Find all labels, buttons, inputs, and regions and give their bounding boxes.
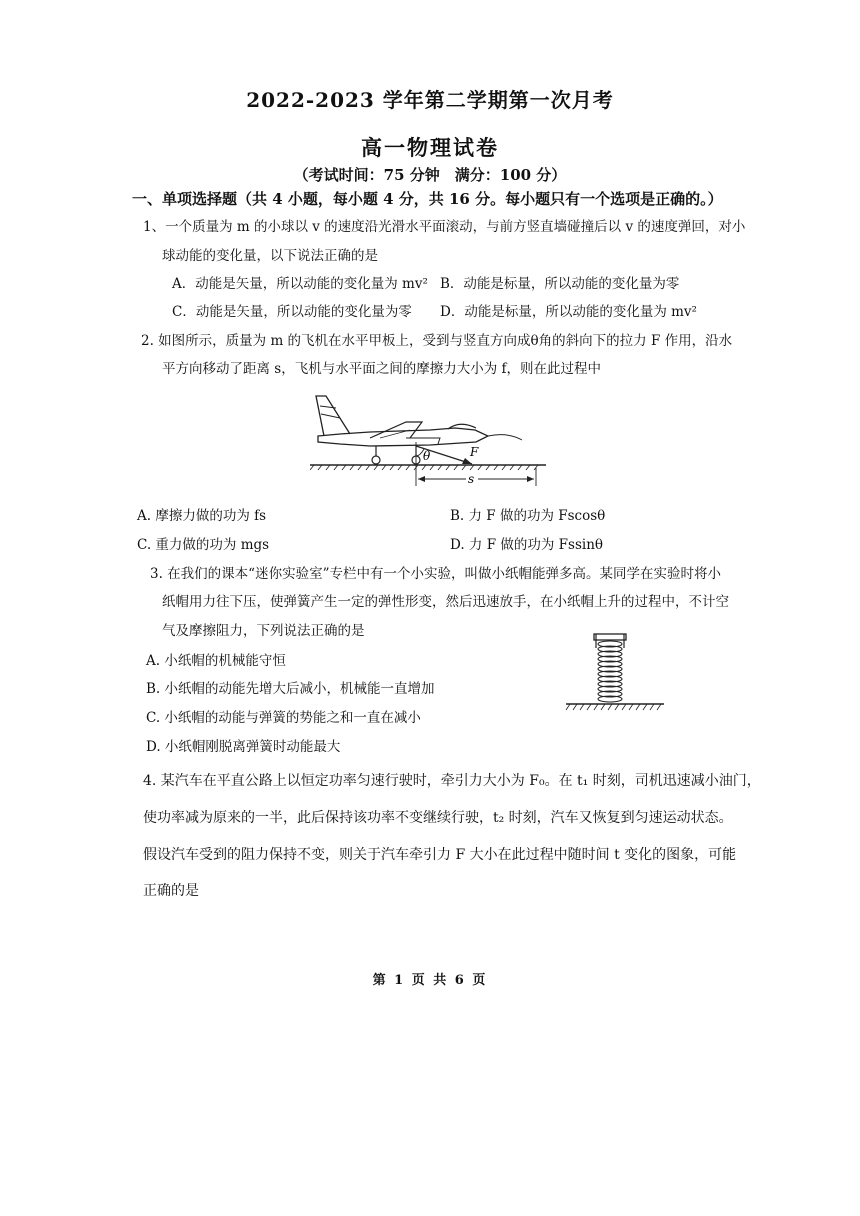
exam-subtitle: 高一物理试卷 — [361, 135, 499, 160]
distance-label: s — [468, 472, 475, 486]
page-footer: 第 1 页 共 6 页 — [372, 973, 488, 988]
q1-stem-line2: 球动能的变化量，以下说法正确的是 — [162, 248, 378, 264]
q1-option-c: C．动能是矢量，所以动能的变化量为零 — [172, 304, 412, 320]
q3-option-c: C. 小纸帽的动能与弹簧的势能之和一直在减小 — [146, 710, 421, 726]
q4-stem-line4: 正确的是 — [143, 883, 199, 899]
q3-stem-line1: 3. 在我们的课本“迷你实验室”专栏中有一个小实验，叫做小纸帽能弹多高。某同学在实验时将小 — [150, 566, 721, 582]
q2-option-c: C. 重力做的功为 mgs — [137, 537, 270, 553]
q4-stem-line3: 假设汽车受到的阻力保持不变，则关于汽车牵引力 F 大小在此过程中随时间 t 变化的图象，可能 — [143, 847, 737, 863]
q2-option-b: B. 力 F 做的功为 Fscosθ — [450, 508, 606, 524]
force-label: F — [470, 445, 479, 459]
q2-option-d: D. 力 F 做的功为 Fssinθ — [450, 537, 604, 553]
q2-stem-line1: 2. 如图所示，质量为 m 的飞机在水平甲板上，受到与竖直方向成θ角的斜向下的拉力 F 作用，沿水 — [141, 333, 733, 349]
airplane-figure — [310, 392, 550, 490]
theta-label: θ — [423, 449, 431, 463]
q4-stem-line1: 4. 某汽车在平直公路上以恒定功率匀速行驶时，牵引力大小为 F₀。在 t₁ 时刻，司机迅速减小油门， — [143, 773, 761, 789]
q3-option-d: D. 小纸帽刚脱离弹簧时动能最大 — [146, 739, 341, 755]
q4-stem-line2: 使功率减为原来的一半，此后保持该功率不变继续行驶，t₂ 时刻，汽车又恢复到匀速运动状态。 — [143, 810, 733, 826]
q3-stem-line3: 气及摩擦阻力，下列说法正确的是 — [162, 623, 365, 639]
q2-option-a: A. 摩擦力做的功为 fs — [137, 508, 267, 524]
q3-option-b: B. 小纸帽的动能先增大后减小，机械能一直增加 — [146, 681, 435, 697]
q3-option-a: A. 小纸帽的机械能守恒 — [146, 653, 286, 669]
exam-title: 2022-2023 学年第二学期第一次月考 — [246, 88, 614, 112]
q2-stem-line2: 平方向移动了距离 s，飞机与水平面之间的摩擦力大小为 f，则在此过程中 — [162, 361, 602, 377]
q1-stem-line1: 1、一个质量为 m 的小球以 v 的速度沿光滑水平面滚动，与前方竖直墙碰撞后以 v 的速度弹回，对小 — [143, 219, 746, 235]
q1-option-a: A．动能是矢量，所以动能的变化量为 mv² — [172, 276, 428, 292]
section-heading: 一、单项选择题（共 4 小题，每小题 4 分，共 16 分。每小题只有一个选项是正确的。） — [132, 190, 723, 208]
q1-option-d: D．动能是标量，所以动能的变化量为 mv² — [440, 304, 697, 320]
q1-option-b: B．动能是标量，所以动能的变化量为零 — [440, 276, 680, 292]
spring-figure — [560, 630, 670, 716]
q3-stem-line2: 纸帽用力往下压，使弹簧产生一定的弹性形变，然后迅速放手，在小纸帽上升的过程中，不计空 — [162, 594, 729, 610]
exam-info: （考试时间：75 分钟 满分：100 分） — [293, 166, 567, 184]
